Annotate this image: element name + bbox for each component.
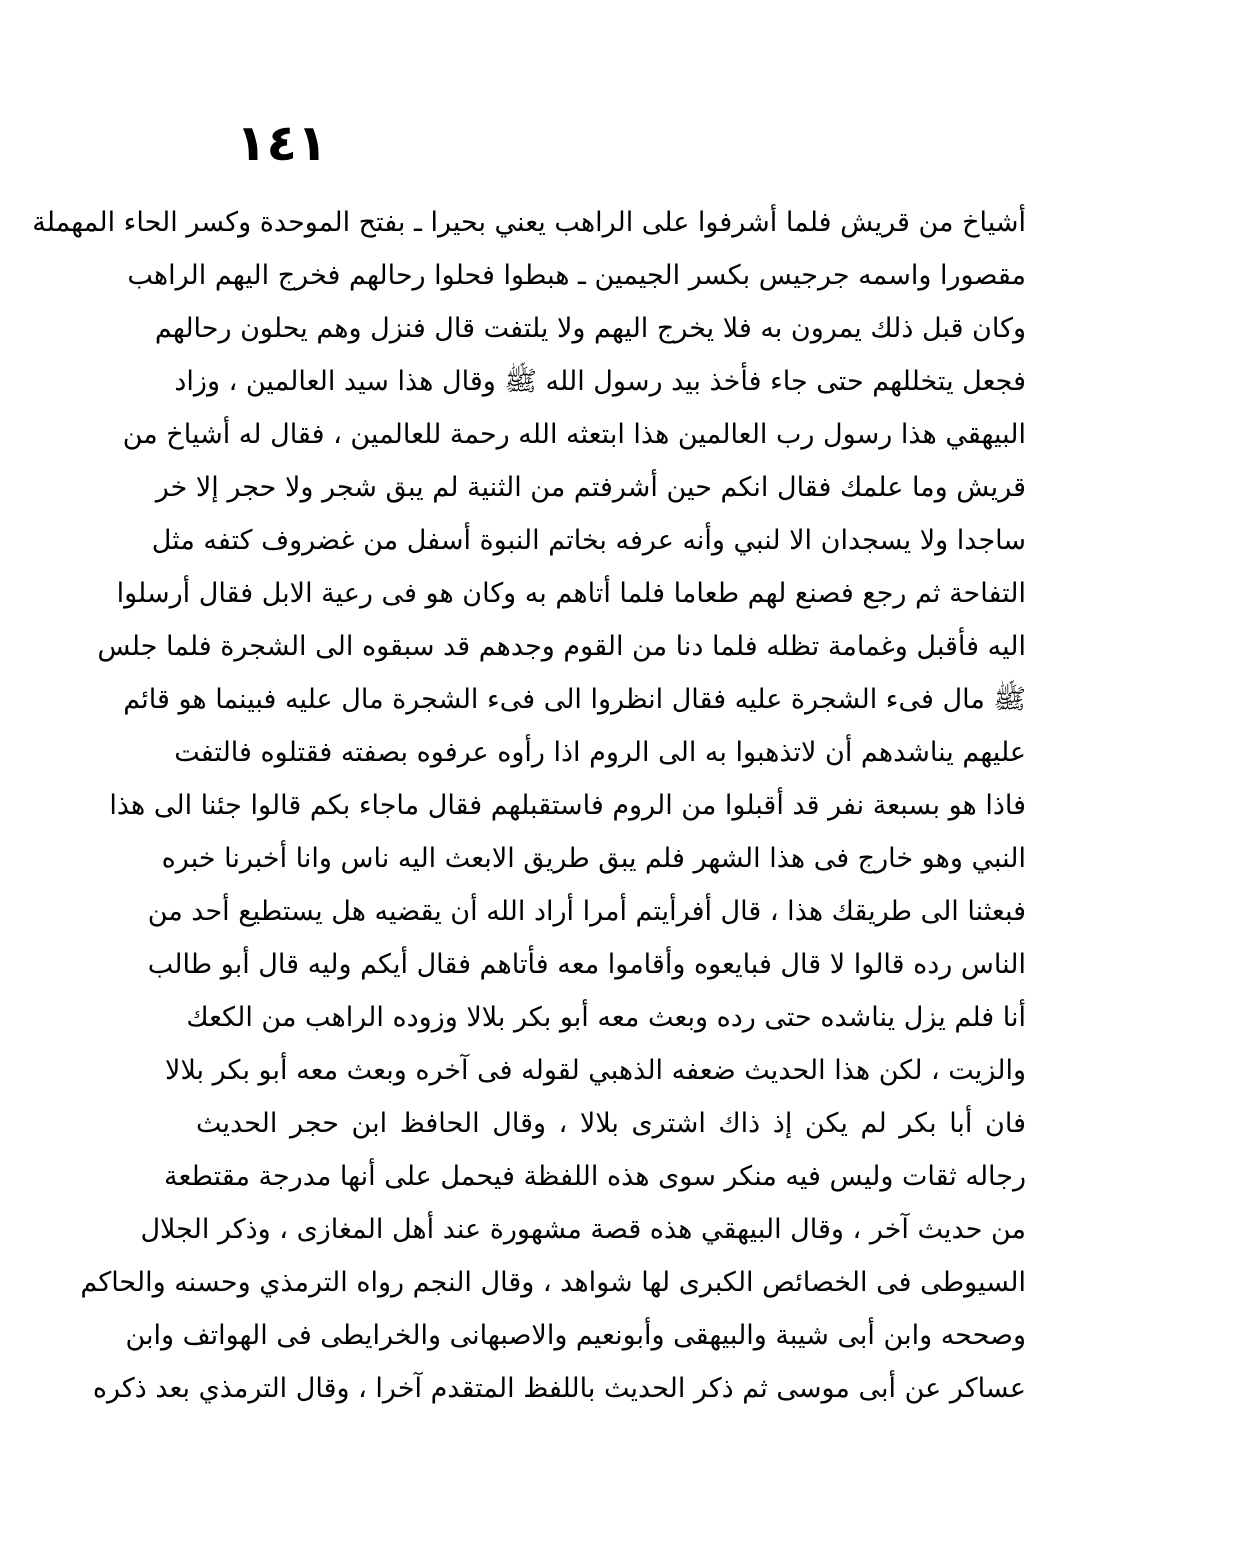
text-line: عليهم يناشدهم أن لاتذهبوا به الى الروم اذا رأوه عرفوه بصفته فقتلوه فالتفت [174, 737, 1026, 768]
text-line: من حديث آخر ، وقال البيهقي هذه قصة مشهورة عند أهل المغازى ، وذكر الجلال [140, 1214, 1026, 1245]
text-line: وكان قبل ذلك يمرون به فلا يخرج اليهم ولا يلتفت قال فنزل وهم يحلون رحالهم [154, 313, 1026, 344]
text-line: البيهقي هذا رسول رب العالمين هذا ابتعثه الله رحمة للعالمين ، فقال له أشياخ من [122, 419, 1026, 450]
text-line: فاذا هو بسبعة نفر قد أقبلوا من الروم فاستقبلهم فقال ماجاء بكم قالوا جئنا الى هذا [109, 790, 1026, 821]
text-line: مقصورا واسمه جرجيس بكسر الجيمين ـ هبطوا فحلوا رحالهم فخرج اليهم الراهب [127, 260, 1026, 291]
text-line: النبي وهو خارج فى هذا الشهر فلم يبق طريق الابعث اليه ناس وانا أخبرنا خبره [161, 843, 1026, 874]
text-line: فبعثنا الى طريقك هذا ، قال أفرأيتم أمرا أراد الله أن يقضيه هل يستطيع أحد من [147, 896, 1026, 927]
text-line: اليه فأقبل وغمامة تظله فلما دنا من القوم وجدهم قد سبقوه الى الشجرة فلما جلس [97, 631, 1026, 662]
text-line: قريش وما علمك فقال انكم حين أشرفتم من الثنية لم يبق شجر ولا حجر إلا خر [155, 472, 1026, 503]
text-line: عساكر عن أبى موسى ثم ذكر الحديث باللفظ المتقدم آخرا ، وقال الترمذي بعد ذكره [92, 1373, 1026, 1404]
text-line: التفاحة ثم رجع فصنع لهم طعاما فلما أتاهم به وكان هو فى رعية الابل فقال أرسلوا [116, 578, 1026, 609]
text-line: والزيت ، لكن هذا الحديث ضعفه الذهبي لقوله فى آخره وبعث معه أبو بكر بلالا [165, 1055, 1026, 1086]
page-number: ١٤١ [236, 114, 328, 172]
text-line: رجاله ثقات وليس فيه منكر سوى هذه اللفظة فيحمل على أنها مدرجة مقتطعة [164, 1161, 1026, 1192]
text-line: وصححه وابن أبى شيبة والبيهقى وأبونعيم والاصبهانى والخرايطى فى الهواتف وابن [125, 1320, 1026, 1351]
text-line: فان أبا بكر لم يكن إذ ذاك اشترى بلالا ، وقال الحافظ ابن حجر الحديث [196, 1108, 1026, 1139]
text-line: الناس رده قالوا لا قال فبايعوه وأقاموا معه فأتاهم فقال أيكم وليه قال أبو طالب [147, 949, 1026, 980]
body-text [32, 196, 1026, 1415]
text-line: السيوطى فى الخصائص الكبرى لها شواهد ، وقال النجم رواه الترمذي وحسنه والحاكم [80, 1267, 1026, 1298]
text-line: أشياخ من قريش فلما أشرفوا على الراهب يعني بحيرا ـ بفتح الموحدة وكسر الحاء المهملة [32, 207, 1026, 238]
text-line: أنا فلم يزل يناشده حتى رده وبعث معه أبو بكر بلالا وزوده الراهب من الكعك [186, 1002, 1026, 1033]
text-line: فجعل يتخللهم حتى جاء فأخذ بيد رسول الله ﷺ وقال هذا سيد العالمين ، وزاد [174, 366, 1026, 397]
text-line: ساجدا ولا يسجدان الا لنبي وأنه عرفه بخاتم النبوة أسفل من غضروف كتفه مثل [151, 525, 1026, 556]
text-line: ﷺ مال فىء الشجرة عليه فقال انظروا الى فىء الشجرة مال عليه فبينما هو قائم [123, 684, 1026, 715]
